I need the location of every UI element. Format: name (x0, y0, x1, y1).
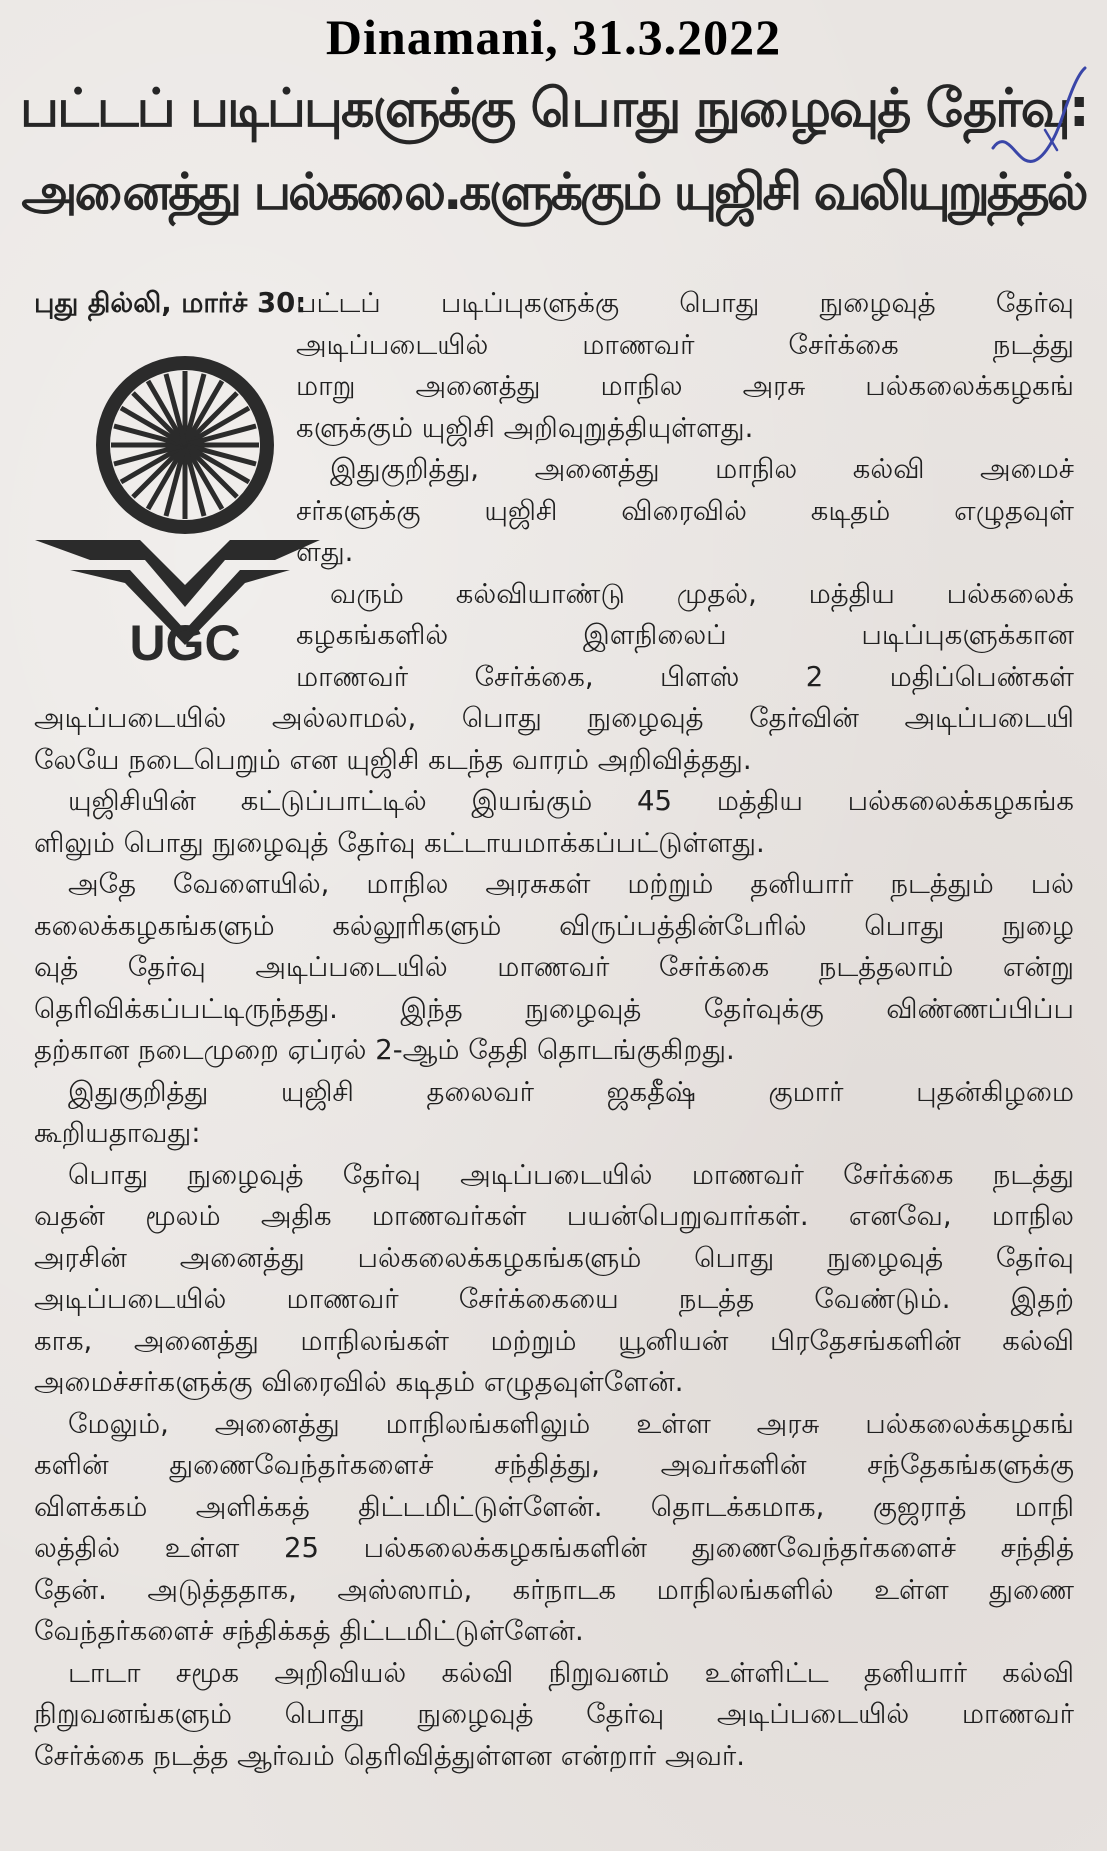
article-text: களின் துணைவேந்தர்களைச் சந்தித்து, அவர்களின் சந்தேகங்களுக்கு (34, 1449, 1074, 1481)
article-line (34, 283, 1074, 325)
article-text: யுஜிசியின் கட்டுப்பாட்டில் இயங்கும் 45 மத்திய பல்கலைக்கழகங்க (68, 785, 1074, 817)
article-text: வேந்தர்களைச் சந்திக்கத் திட்டமிட்டுள்ளேன். (34, 1615, 584, 1647)
article-text: பட்டப் படிப்புகளுக்கு பொது நுழைவுத் தேர்வு (296, 287, 1074, 319)
article-text: களுக்கும் யுஜிசி அறிவுறுத்தியுள்ளது. (296, 411, 754, 444)
article-text: தேன். அடுத்ததாக, அஸ்ஸாம், கர்நாடக மாநிலங்களில் உள்ள துணை (34, 1573, 1074, 1606)
article-text: கூறியதாவது: (34, 1117, 201, 1149)
article-text: மேலும், அனைத்து மாநிலங்களிலும் உள்ள அரசு பல்கலைக்கழகங் (68, 1407, 1074, 1440)
article-text: தற்கான நடைமுறை ஏப்ரல் 2-ஆம் தேதி தொடங்குகிறது. (34, 1034, 735, 1066)
ugc-logo-text: UGC (129, 615, 241, 665)
pen-mark-icon (985, 60, 1095, 180)
article-text: கழகங்களில் இளநிலைப் படிப்புகளுக்கான (296, 619, 1074, 651)
article-text: லேயே நடைபெறும் என யுஜிசி கடந்த வாரம் அறிவித்தது. (34, 743, 752, 776)
article-text: வதன் மூலம் அதிக மாணவர்கள் பயன்பெறுவார்கள். எனவே, மாநில (34, 1200, 1074, 1232)
article-text: டாடா சமூக அறிவியல் கல்வி நிறுவனம் உள்ளிட்ட தனியார் கல்வி (68, 1656, 1074, 1689)
article-text: அரசின் அனைத்து பல்கலைக்கழகங்களும் பொது நுழைவுத் தேர்வு (34, 1241, 1074, 1274)
article-text: அடிப்படையில் மாணவர் சேர்க்கையை நடத்த வேண்டும். இதற் (34, 1283, 1074, 1315)
newspaper-source-date: Dinamani, 31.3.2022 (325, 9, 782, 65)
article-text: அதே வேளையில், மாநில அரசுகள் மற்றும் தனியார் நடத்தும் பல் (68, 868, 1074, 900)
article-text: மாணவர் சேர்க்கை, பிளஸ் 2 மதிப்பெண்கள் (296, 660, 1074, 693)
article-text: ளது. (296, 536, 354, 568)
article-text: காக, அனைத்து மாநிலங்கள் மற்றும் யூனியன் பிரதேசங்களின் கல்வி (34, 1324, 1074, 1357)
headline-line-2: அனைத்து பல்கலை.களுக்கும் யுஜிசி வலியுறுத்தல் (21, 162, 1086, 221)
article-dateline: புது தில்லி, மார்ச் 30: (34, 287, 307, 319)
article-text: அமைச்சர்களுக்கு விரைவில் கடிதம் எழுதவுள்ளேன். (34, 1366, 684, 1398)
article-text: அடிப்படையில் மாணவர் சேர்க்கை நடத்து (296, 328, 1074, 361)
article-text: நிறுவனங்களும் பொது நுழைவுத் தேர்வு அடிப்படையில் மாணவர் (34, 1698, 1074, 1730)
article-text: வுத் தேர்வு அடிப்படையில் மாணவர் சேர்க்கை நடத்தலாம் என்று (34, 951, 1074, 983)
article-text: வரும் கல்வியாண்டு முதல், மத்திய பல்கலைக் (330, 577, 1074, 610)
article-text: சர்களுக்கு யுஜிசி விரைவில் கடிதம் எழுதவுள் (296, 494, 1074, 527)
article-text: சேர்க்கை நடத்த ஆர்வம் தெரிவித்துள்ளன என்றார் அவர். (34, 1739, 745, 1772)
article-text: இதுகுறித்து யுஜிசி தலைவர் ஜகதீஷ் குமார் புதன்கிழமை (68, 1075, 1074, 1108)
article-body (34, 283, 1074, 1777)
article-text: தெரிவிக்கப்பட்டிருந்தது. இந்த நுழைவுத் தேர்வுக்கு விண்ணப்பிப்ப (34, 992, 1074, 1025)
headline-line-1: பட்டப் படிப்புகளுக்கு பொது நுழைவுத் தேர்வு: (20, 78, 1088, 139)
article-text: இதுகுறித்து, அனைத்து மாநில கல்வி அமைச் (330, 453, 1074, 485)
article-text: லத்தில் உள்ள 25 பல்கலைக்கழகங்களின் துணைவேந்தர்களைச் சந்தித் (34, 1532, 1074, 1564)
article-text: கலைக்கழகங்களும் கல்லூரிகளும் விருப்பத்தின்பேரில் பொது நுழை (34, 909, 1074, 942)
article-text: மாறு அனைத்து மாநில அரசு பல்கலைக்கழகங் (296, 370, 1074, 402)
article-text: அடிப்படையில் அல்லாமல், பொது நுழைவுத் தேர்வின் அடிப்படையி (34, 702, 1074, 734)
article-text: பொது நுழைவுத் தேர்வு அடிப்படையில் மாணவர் சேர்க்கை நடத்து (68, 1158, 1074, 1191)
article-text: ளிலும் பொது நுழைவுத் தேர்வு கட்டாயமாக்கப்பட்டுள்ளது. (34, 826, 765, 859)
article-text: விளக்கம் அளிக்கத் திட்டமிட்டுள்ளேன். தொடக்கமாக, குஜராத் மாநி (34, 1490, 1074, 1523)
